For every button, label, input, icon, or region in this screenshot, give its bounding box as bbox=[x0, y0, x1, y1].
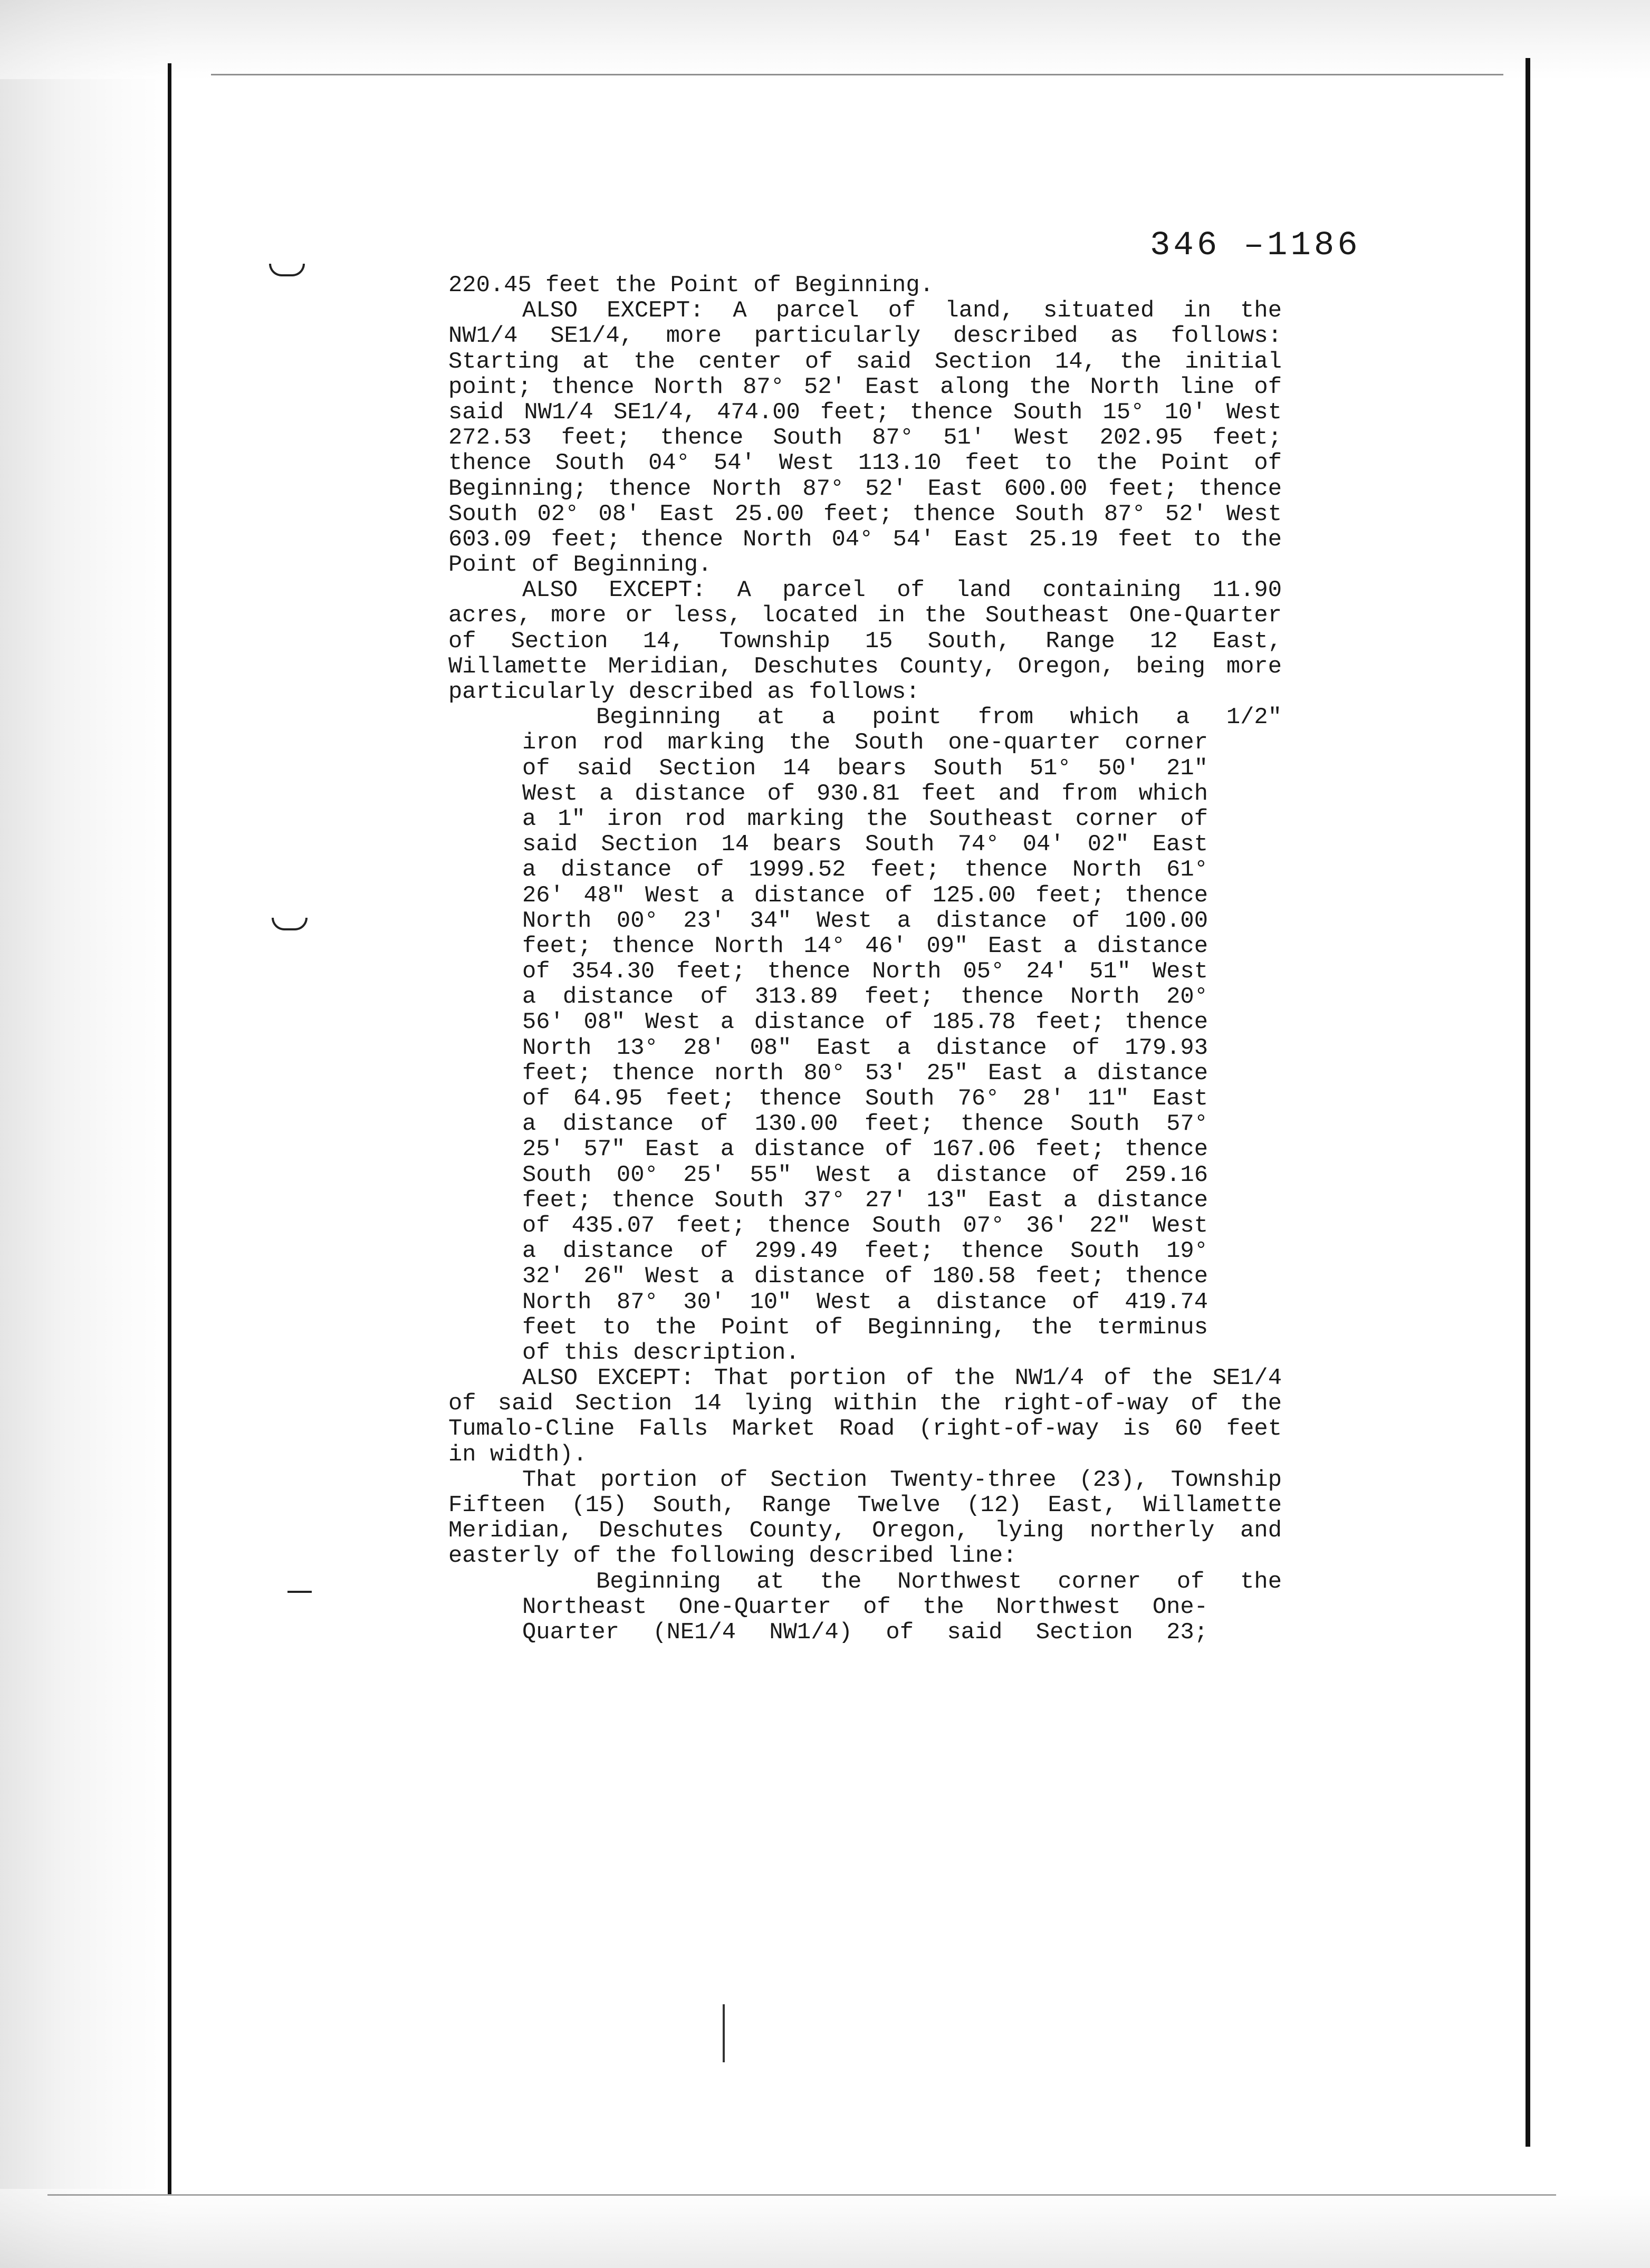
text-line: iron rod marking the South one-quarter corner bbox=[522, 730, 1208, 756]
text-line: ALSO EXCEPT: That portion of the NW1/4 of the SE1/4 bbox=[522, 1366, 1282, 1392]
text-line: feet; thence north 80° 53' 25" East a distance bbox=[522, 1060, 1208, 1087]
text-line: of 354.30 feet; thence North 05° 24' 51" West bbox=[522, 959, 1208, 985]
scan-shadow-top bbox=[0, 0, 1650, 79]
page-number: 346 –1186 bbox=[1150, 227, 1361, 265]
text-line: That portion of Section Twenty-three (23), Township bbox=[522, 1467, 1282, 1493]
text-line: said Section 14 bears South 74° 04' 02" East bbox=[522, 832, 1208, 858]
text-line: of 64.95 feet; thence South 76° 28' 11" East bbox=[522, 1086, 1208, 1112]
text-line: a distance of 299.49 feet; thence South 19° bbox=[522, 1238, 1208, 1265]
text-line: 32' 26" West a distance of 180.58 feet; thence bbox=[522, 1264, 1208, 1290]
text-line: of said Section 14 bears South 51° 50' 21" bbox=[522, 755, 1208, 782]
text-line: 220.45 feet the Point of Beginning. bbox=[448, 273, 934, 299]
text-line: North 87° 30' 10" West a distance of 419.74 bbox=[522, 1289, 1208, 1315]
text-line: Starting at the center of said Section 14, the initial bbox=[448, 349, 1282, 375]
text-line: 603.09 feet; thence North 04° 54' East 25.19 feet to the bbox=[448, 526, 1282, 553]
text-line: a distance of 130.00 feet; thence South 57° bbox=[522, 1111, 1208, 1138]
scan-mark bbox=[269, 264, 305, 276]
text-line: West a distance of 930.81 feet and from which bbox=[522, 781, 1208, 807]
text-line: a distance of 313.89 feet; thence North 20° bbox=[522, 984, 1208, 1011]
text-line: North 00° 23' 34" West a distance of 100.00 bbox=[522, 908, 1208, 934]
text-line: Fifteen (15) South, Range Twelve (12) East, Willamette bbox=[448, 1493, 1282, 1519]
scan-mark bbox=[723, 2004, 725, 2062]
right-margin-rule bbox=[1526, 58, 1530, 2147]
scan-mark bbox=[272, 918, 308, 930]
scan-shadow-left bbox=[0, 0, 174, 2268]
text-line: Quarter (NE1/4 NW1/4) of said Section 23; bbox=[522, 1619, 1208, 1646]
text-line: South 00° 25' 55" West a distance of 259.16 bbox=[522, 1162, 1208, 1188]
text-line: said NW1/4 SE1/4, 474.00 feet; thence South 15° 10' West bbox=[448, 399, 1282, 426]
text-line: ALSO EXCEPT: A parcel of land containing 11.90 bbox=[522, 578, 1282, 604]
text-line: feet; thence South 37° 27' 13" East a distance bbox=[522, 1187, 1208, 1214]
text-line: Beginning; thence North 87° 52' East 600.00 feet; thence bbox=[448, 476, 1282, 502]
text-line: Point of Beginning. bbox=[448, 552, 712, 579]
text-line: easterly of the following described line: bbox=[448, 1543, 1017, 1570]
scan-shadow-bottom bbox=[0, 2189, 1650, 2268]
text-line: South 02° 08' East 25.00 feet; thence South 87° 52' West bbox=[448, 501, 1282, 527]
text-line: particularly described as follows: bbox=[448, 679, 920, 705]
text-line: of Section 14, Township 15 South, Range 12 East, bbox=[448, 628, 1282, 655]
scan-mark bbox=[287, 1588, 312, 1593]
text-line: 272.53 feet; thence South 87° 51' West 202.95 feet; bbox=[448, 425, 1282, 451]
bottom-border-line bbox=[47, 2194, 1556, 2196]
text-line: Tumalo-Cline Falls Market Road (right-of-way is 60 feet bbox=[448, 1416, 1282, 1443]
text-line: 26' 48" West a distance of 125.00 feet; thence bbox=[522, 882, 1208, 909]
text-line: Beginning at a point from which a 1/2" bbox=[596, 705, 1282, 731]
text-line: acres, more or less, located in the Southeast One-Quarter bbox=[448, 603, 1282, 629]
legal-description bbox=[448, 273, 1282, 1646]
text-line: Northeast One-Quarter of the Northwest One- bbox=[522, 1594, 1208, 1620]
text-line: thence South 04° 54' West 113.10 feet to the Point of bbox=[448, 450, 1282, 477]
text-line: Beginning at the Northwest corner of the bbox=[596, 1569, 1282, 1595]
text-line: ALSO EXCEPT: A parcel of land, situated in the bbox=[522, 298, 1282, 324]
text-line: feet to the Point of Beginning, the terminus bbox=[522, 1314, 1208, 1341]
text-line: a distance of 1999.52 feet; thence North 61° bbox=[522, 857, 1208, 883]
text-line: a 1" iron rod marking the Southeast corner of bbox=[522, 806, 1208, 832]
text-line: in width). bbox=[448, 1441, 587, 1468]
text-line: of this description. bbox=[522, 1340, 800, 1366]
text-line: point; thence North 87° 52' East along the North line of bbox=[448, 374, 1282, 400]
text-line: 25' 57" East a distance of 167.06 feet; thence bbox=[522, 1137, 1208, 1163]
text-line: 56' 08" West a distance of 185.78 feet; thence bbox=[522, 1010, 1208, 1036]
text-line: NW1/4 SE1/4, more particularly described as follows: bbox=[448, 323, 1282, 350]
text-line: of said Section 14 lying within the right-of-way of the bbox=[448, 1391, 1282, 1417]
text-line: feet; thence North 14° 46' 09" East a distance bbox=[522, 933, 1208, 959]
top-border-line bbox=[211, 74, 1503, 75]
text-line: of 435.07 feet; thence South 07° 36' 22" West bbox=[522, 1213, 1208, 1239]
text-line: North 13° 28' 08" East a distance of 179.93 bbox=[522, 1035, 1208, 1061]
left-margin-rule bbox=[168, 63, 171, 2194]
text-line: Willamette Meridian, Deschutes County, Oregon, being more bbox=[448, 654, 1282, 680]
text-line: Meridian, Deschutes County, Oregon, lying northerly and bbox=[448, 1518, 1282, 1544]
